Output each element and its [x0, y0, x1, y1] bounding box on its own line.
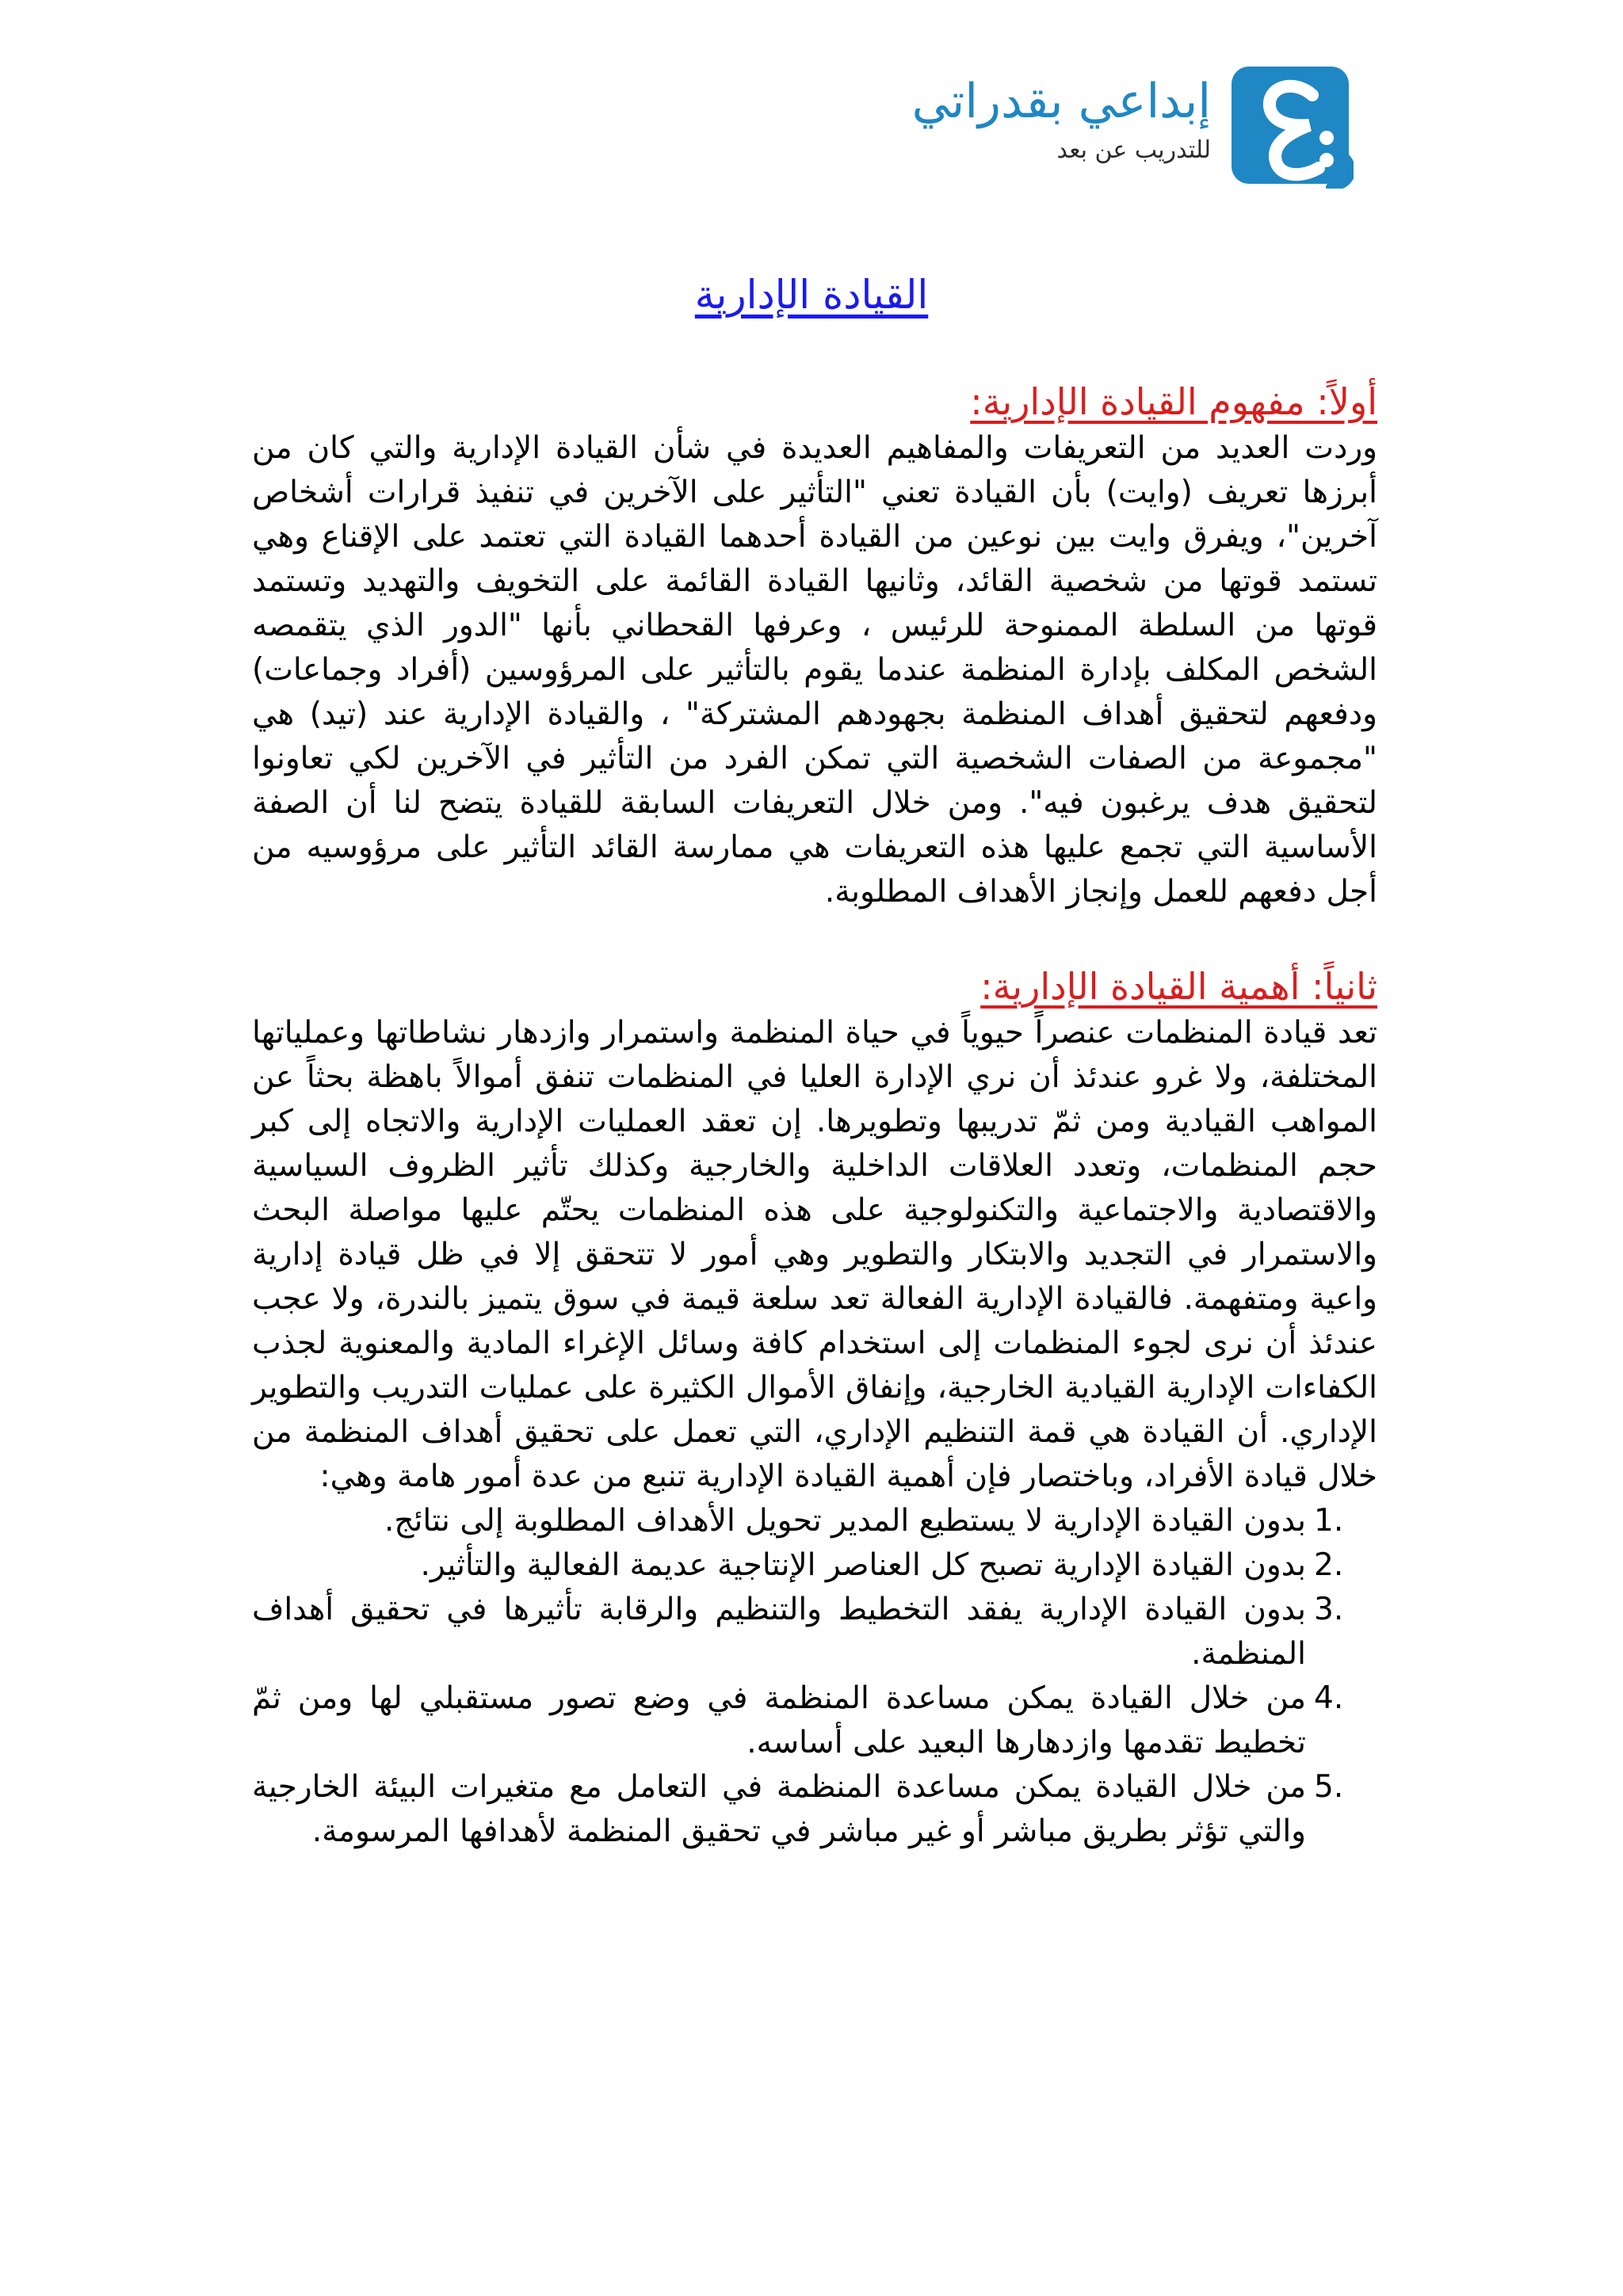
- list-item-text: بدون القيادة الإدارية يفقد التخطيط والتنظيم والرقابة تأثيرها في تحقيق أهداف المنظمة.: [252, 1592, 1306, 1672]
- list-item-number: 1.: [1314, 1503, 1344, 1539]
- document-title: القيادة الإدارية: [694, 272, 929, 318]
- importance-list: [252, 1499, 1377, 1854]
- list-item-number: 5.: [1314, 1769, 1344, 1805]
- section-spacer: [252, 914, 1377, 962]
- list-item: [252, 1588, 1377, 1676]
- list-item-text: بدون القيادة الإدارية لا يستطيع المدير تحويل الأهداف المطلوبة إلى نتائج.: [384, 1503, 1306, 1539]
- ain-logo-icon: [1227, 62, 1354, 189]
- logo-tagline: للتدريب عن بعد: [1056, 136, 1211, 164]
- document-body: [252, 377, 1377, 1854]
- list-item-text: من خلال القيادة يمكن مساعدة المنظمة في التعامل مع متغيرات البيئة الخارجية والتي تؤثر بطريق مباشر أو غير مباشر في تحقيق المنظمة لأهدافها المرسومة.: [252, 1769, 1306, 1849]
- list-item: [252, 1543, 1377, 1588]
- list-item-text: من خلال القيادة يمكن مساعدة المنظمة في وضع تصور مستقبلي لها ومن ثمّ تخطيط تقدمها وازدهارها البعيد على أساسه.: [252, 1680, 1306, 1760]
- list-item: [252, 1676, 1377, 1765]
- list-item-number: 2.: [1314, 1547, 1344, 1583]
- list-item-number: 4.: [1314, 1680, 1344, 1716]
- list-item: [252, 1765, 1377, 1854]
- list-item-text: بدون القيادة الإدارية تصبح كل العناصر الإنتاجية عديمة الفعالية والتأثير.: [420, 1547, 1306, 1583]
- section-heading-importance: ثانياً: أهمية القيادة الإدارية:: [980, 965, 1377, 1008]
- list-item-number: 3.: [1314, 1592, 1344, 1627]
- logo-text: [912, 70, 1211, 168]
- section-heading-concept: أولاً: مفهوم القيادة الإدارية:: [970, 380, 1377, 423]
- section-paragraph-concept: وردت العديد من التعريفات والمفاهيم العديدة في شأن القيادة الإدارية والتي كان من أبرزها تعريف (وايت) بأن القيادة تعني "التأثير على الآخرين في تنفيذ قرارات أشخاص آخرين"، ويفرق وايت بين نوعين من القيادة أحدهما القيادة التي تعتمد على الإقناع وهي تستمد قوتها من شخصية القائد، وثانيها القيادة القائمة على التخويف والتهديد وتستمد قوتها من السلطة الممنوحة للرئيس ، وعرفها القحطاني بأنها "الدور الذي يتقمصه الشخص المكلف بإدارة المنظمة عندما يقوم بالتأثير على المرؤوسين (أفراد وجماعات) ودفعهم لتحقيق أهداف المنظمة بجهودهم المشتركة" ، والقيادة الإدارية عند (تيد) هي "مجموعة من الصفات الشخصية التي تمكن الفرد من التأثير في الآخرين لكي تعاونوا لتحقيق هدف يرغبون فيه". ومن خلال التعريفات السابقة للقيادة يتضح لنا أن الصفة الأساسية التي تجمع عليها هذه التعريفات هي ممارسة القائد التأثير على مرؤوسيه من أجل دفعهم للعمل وإنجاز الأهداف المطلوبة.: [252, 430, 1377, 910]
- section-paragraph-importance: تعد قيادة المنظمات عنصراً حيوياً في حياة المنظمة واستمرار وازدهار نشاطاتها وعملياتها المختلفة، ولا غرو عندئذ أن نري الإدارة العليا في المنظمات تنفق أموالاً باهظة بحثاً عن المواهب القيادية ومن ثمّ تدريبها وتطويرها. إن تعقد العمليات الإدارية والاتجاه إلى كبر حجم المنظمات، وتعدد العلاقات الداخلية والخارجية وكذلك تأثير الظروف السياسية والاقتصادية والاجتماعية والتكنولوجية على هذه المنظمات يحتّم عليها مواصلة البحث والاستمرار في التجديد والابتكار والتطوير وهي أمور لا تتحقق إلا في ظل قيادة إدارية واعية ومتفهمة. فالقيادة الإدارية الفعالة تعد سلعة قيمة في سوق يتميز بالندرة، ولا عجب عندئذ أن نرى لجوء المنظمات إلى استخدام كافة وسائل الإغراء المادية والمعنوية لجذب الكفاءات الإدارية القيادية الخارجية، وإنفاق الأموال الكثيرة على عمليات التدريب والتطوير الإداري. أن القيادة هي قمة التنظيم الإداري، التي تعمل على تحقيق أهداف المنظمة من خلال قيادة الأفراد، وباختصار فإن أهمية القيادة الإدارية تنبع من عدة أمور هامة وهي:: [252, 1015, 1377, 1494]
- list-item: [252, 1499, 1377, 1543]
- logo-name: إبداعي بقدراتي: [911, 74, 1211, 129]
- brand-logo: [878, 62, 1354, 196]
